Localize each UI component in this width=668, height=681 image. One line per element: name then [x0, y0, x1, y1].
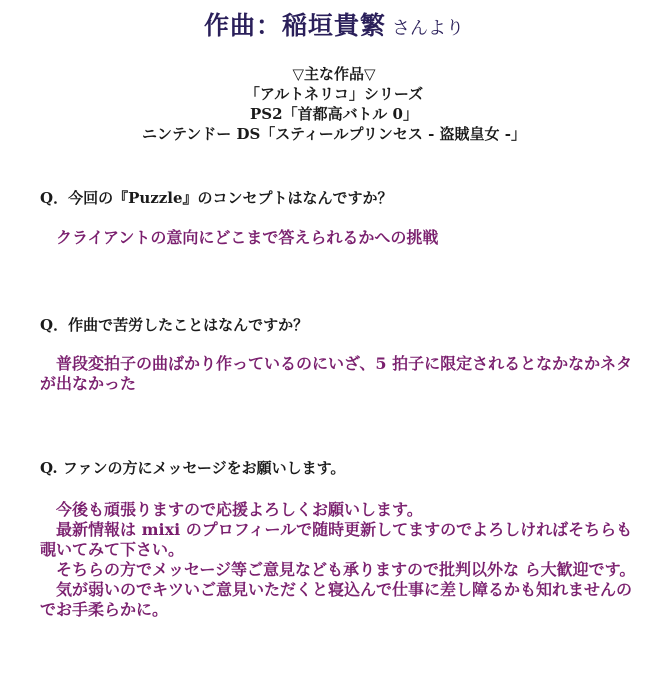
works-item: ニンテンドー DS「スティールプリンセス - 盗賊皇女 -」 [141, 125, 527, 143]
question: Q．今回の『Puzzle』のコンセプトはなんですか？ [40, 189, 393, 207]
qa-block [40, 314, 640, 394]
works-item: 「アルトネリコ」シリーズ [244, 85, 424, 103]
question: Q. ファンの方にメッセージをお願いします。 [40, 459, 346, 477]
answer-paragraph: 気が弱いのでキツいご意見いただくと寝込んで仕事に差し障るかも知れませんのでお手柔らかに。 [40, 580, 633, 619]
question: Q．作曲で苦労したことはなんですか？ [40, 316, 309, 334]
works-item: PS2「首都高バトル 0」 [250, 105, 418, 123]
composer-title: 作曲：稲垣貴繁 [203, 11, 386, 40]
answer-paragraph: 今後も頑張りますので応援よろしくお願いします。 [56, 500, 423, 519]
answer-paragraph: クライアントの意向にどこまで答えられるかへの挑戦 [56, 228, 439, 247]
qa-block [40, 457, 640, 620]
answer-paragraph: 最新情報は mixi のプロフィールで随時更新してますのでよろしければそちらも覗いてみて下さい。 [40, 520, 633, 559]
answer [40, 500, 640, 620]
works-heading: ▽主な作品▽ [292, 65, 376, 83]
qa-block [40, 187, 640, 248]
works-list [0, 64, 668, 144]
answer [40, 354, 640, 394]
answer [40, 228, 640, 248]
page-header [0, 6, 668, 42]
composer-nickname: さんより [392, 18, 464, 39]
answer-paragraph: 普段変拍子の曲ばかり作っているのにいざ、5 拍子に限定されるとなかなかネタが出なかった [40, 354, 633, 393]
answer-paragraph: そちらの方でメッセージ等ご意見なども承りますので批判以外な ら大歓迎です。 [56, 560, 636, 579]
